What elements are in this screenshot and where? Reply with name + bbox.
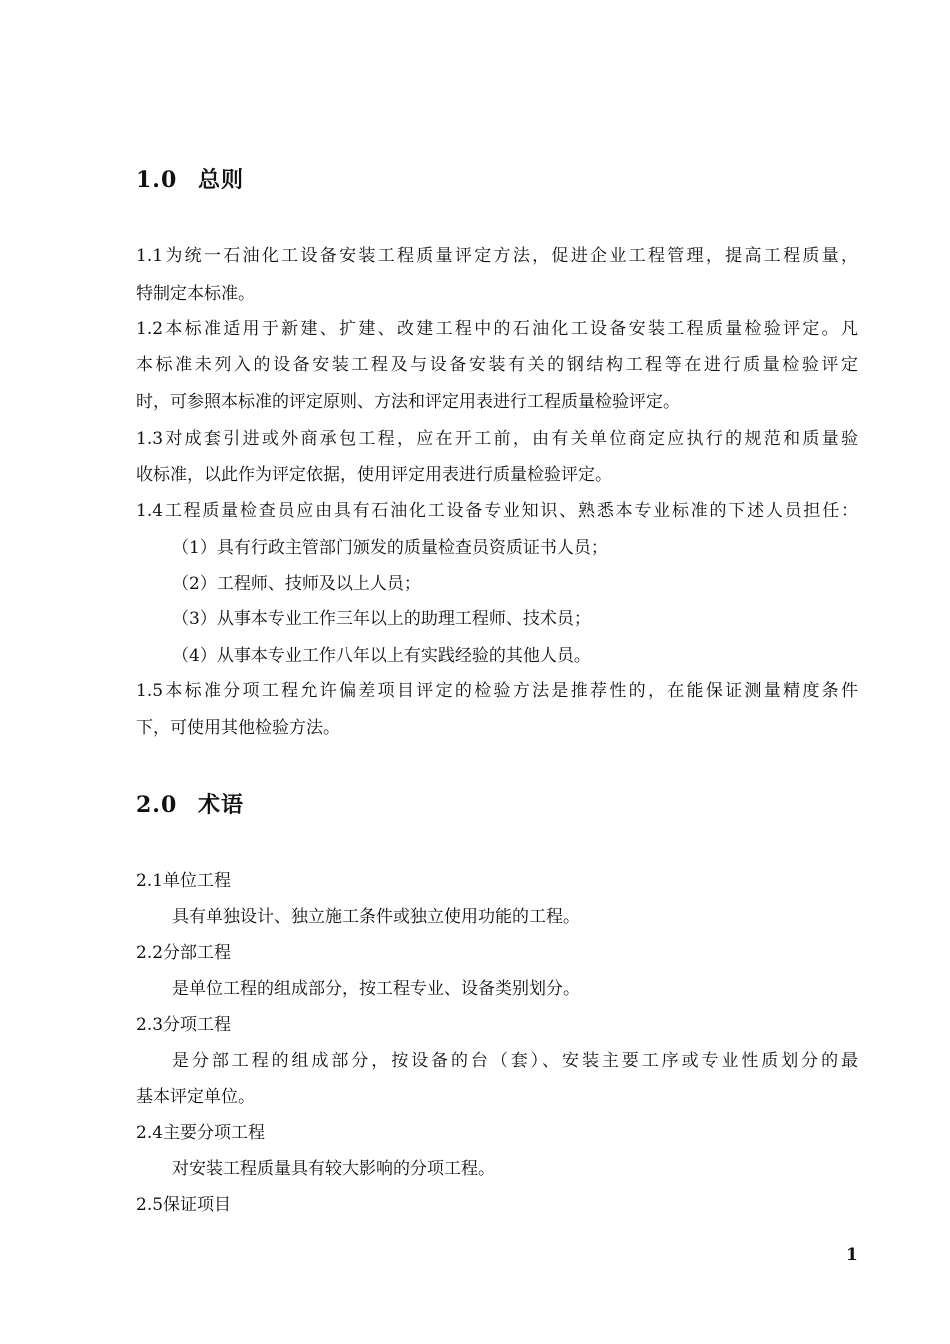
section-heading-general — [136, 165, 244, 195]
paragraph-line: 1.5本标准分项工程允许偏差项目评定的检验方法是推荐性的，在能保证测量精度条件 — [136, 681, 858, 701]
term-heading: 2.2分部工程 — [136, 943, 232, 963]
term-heading: 2.3分项工程 — [136, 1015, 232, 1035]
term-definition: 是单位工程的组成部分，按工程专业、设备类别划分。 — [172, 979, 580, 999]
list-item: （2）工程师、技师及以上人员； — [172, 574, 421, 594]
section-number: 1.0 — [136, 167, 178, 193]
term-heading: 2.5保证项目 — [136, 1195, 232, 1215]
section-title: 总则 — [198, 167, 245, 193]
paragraph-line: 1.2本标准适用于新建、扩建、改建工程中的石油化工设备安装工程质量检验评定。凡 — [136, 319, 858, 339]
term-heading: 2.4主要分项工程 — [136, 1123, 266, 1143]
paragraph-line: 1.1为统一石油化工设备安装工程质量评定方法，促进企业工程管理，提高工程质量， — [136, 246, 858, 266]
section-number: 2.0 — [136, 792, 178, 818]
paragraph-line: 收标准，以此作为评定依据，使用评定用表进行质量检验评定。 — [136, 465, 612, 485]
term-heading: 2.1单位工程 — [136, 871, 232, 891]
list-item: （4）从事本专业工作八年以上有实践经验的其他人员。 — [172, 646, 591, 666]
paragraph-line: 1.4工程质量检查员应由具有石油化工设备专业知识、熟悉本专业标准的下述人员担任： — [136, 501, 858, 521]
paragraph-line: 下，可使用其他检验方法。 — [136, 718, 340, 738]
paragraph-line: 特制定本标准。 — [136, 284, 255, 304]
term-definition: 具有单独设计、独立施工条件或独立使用功能的工程。 — [172, 907, 580, 927]
paragraph-line: 时，可参照本标准的评定原则、方法和评定用表进行工程质量检验评定。 — [136, 392, 680, 412]
list-item: （3）从事本专业工作三年以上的助理工程师、技术员； — [172, 609, 591, 629]
term-definition: 基本评定单位。 — [136, 1087, 255, 1107]
list-item: （1）具有行政主管部门颁发的质量检查员资质证书人员； — [172, 538, 608, 558]
section-title: 术语 — [198, 792, 245, 818]
paragraph-line: 本标准未列入的设备安装工程及与设备安装有关的钢结构工程等在进行质量检验评定 — [136, 355, 858, 375]
page-number: 1 — [846, 1245, 858, 1265]
term-definition: 是分部工程的组成部分，按设备的台（套）、安装主要工序或专业性质划分的最 — [172, 1051, 858, 1071]
paragraph-line: 1.3对成套引进或外商承包工程，应在开工前，由有关单位商定应执行的规范和质量验 — [136, 429, 858, 449]
term-definition: 对安装工程质量具有较大影响的分项工程。 — [172, 1159, 495, 1179]
section-heading-terms — [136, 790, 244, 820]
